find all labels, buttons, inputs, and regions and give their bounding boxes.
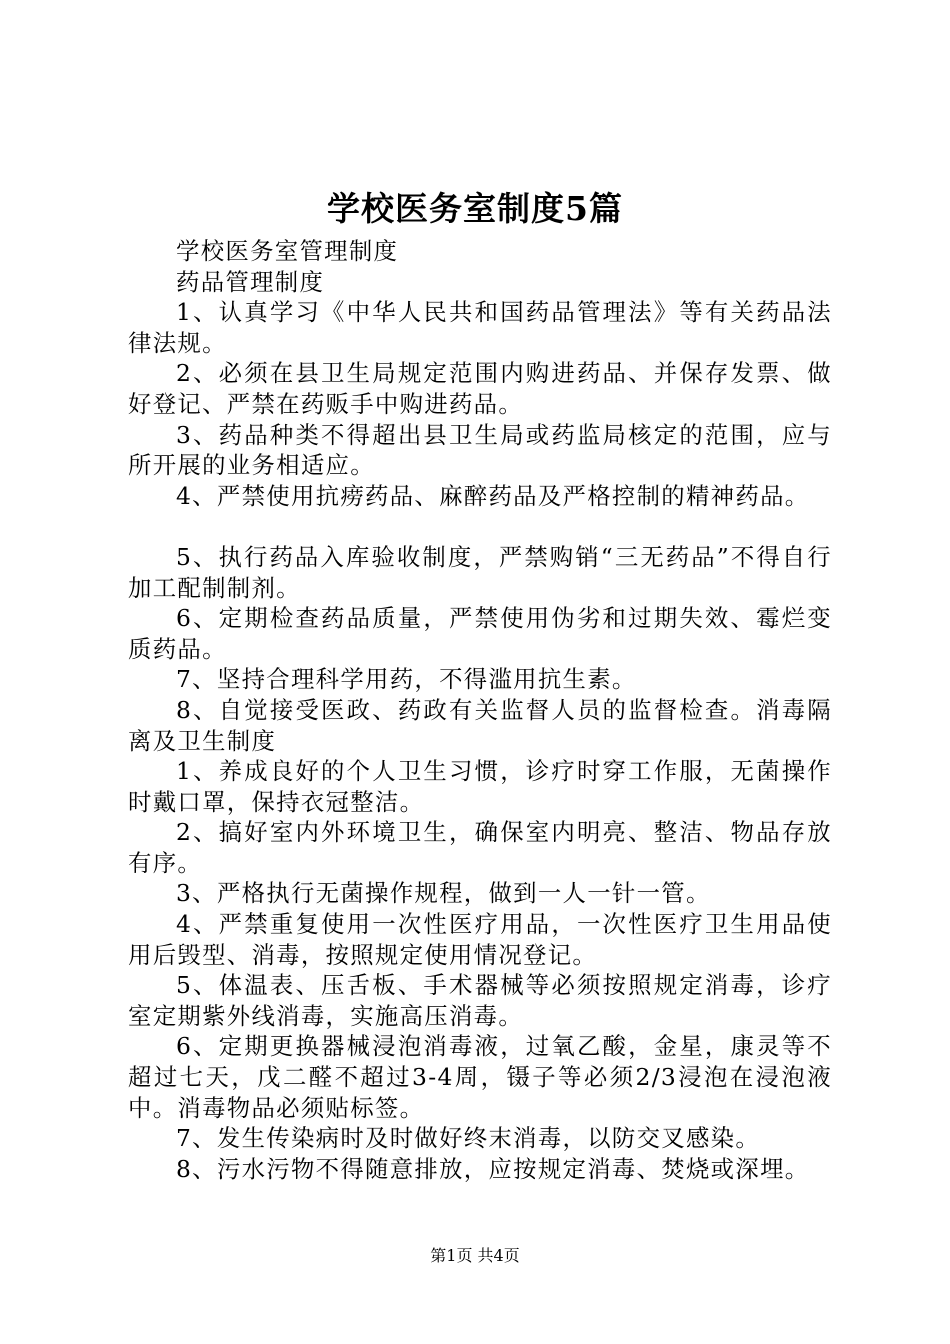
paragraph: 4、严禁重复使用一次性医疗用品，一次性医疗卫生用品使用后毁型、消毒，按照规定使用情况登记。: [128, 910, 832, 969]
paragraph: 1、养成良好的个人卫生习惯，诊疗时穿工作服，无菌操作时戴口罩，保持衣冠整洁。: [128, 757, 832, 816]
document-body: [128, 236, 832, 1184]
paragraph: 7、发生传染病时及时做好终末消毒，以防交叉感染。: [176, 1124, 761, 1153]
paragraph: 6、定期检查药品质量，严禁使用伪劣和过期失效、霉烂变质药品。: [128, 604, 832, 663]
paragraph: 8、自觉接受医政、药政有关监督人员的监督检查。消毒隔离及卫生制度: [128, 695, 832, 755]
paragraph: 2、搞好室内外环境卫生，确保室内明亮、整洁、物品存放有序。: [128, 818, 832, 877]
paragraph: 5、执行药品入库验收制度，严禁购销“三无药品”不得自行加工配制制剂。: [128, 542, 832, 602]
paragraph: 8、污水污物不得随意排放，应按规定消毒、焚烧或深埋。: [176, 1154, 810, 1183]
paragraph: 1、认真学习《中华人民共和国药品管理法》等有关药品法律法规。: [128, 298, 832, 357]
paragraph: 6、定期更换器械浸泡消毒液，过氧乙酸，金星，康灵等不超过七天，戊二醛不超过3-4周，镊子等必须2/3浸泡在浸泡液中。消毒物品必须贴标签。: [128, 1032, 832, 1122]
paragraph: 7、坚持合理科学用药，不得滥用抗生素。: [176, 665, 637, 694]
paragraph: 2、必须在县卫生局规定范围内购进药品、并保存发票、做好登记、严禁在药贩手中购进药品。: [128, 359, 832, 418]
paragraph: 学校医务室管理制度: [176, 237, 399, 265]
paragraph: 药品管理制度: [176, 267, 325, 296]
document-title: 学校医务室制度5篇: [327, 189, 623, 228]
paragraph: 4、严禁使用抗痨药品、麻醉药品及严格控制的精神药品。: [176, 481, 810, 510]
paragraph: 5、体温表、压舌板、手术器械等必须按照规定消毒，诊疗室定期紫外线消毒，实施高压消毒。: [128, 971, 832, 1030]
paragraph: 3、药品种类不得超出县卫生局或药监局核定的范围，应与所开展的业务相适应。: [128, 420, 832, 480]
page-footer: 第1页 共4页: [430, 1246, 520, 1265]
paragraph: 3、严格执行无菌操作规程，做到一人一针一管。: [176, 879, 711, 908]
blank-line: [128, 511, 832, 542]
